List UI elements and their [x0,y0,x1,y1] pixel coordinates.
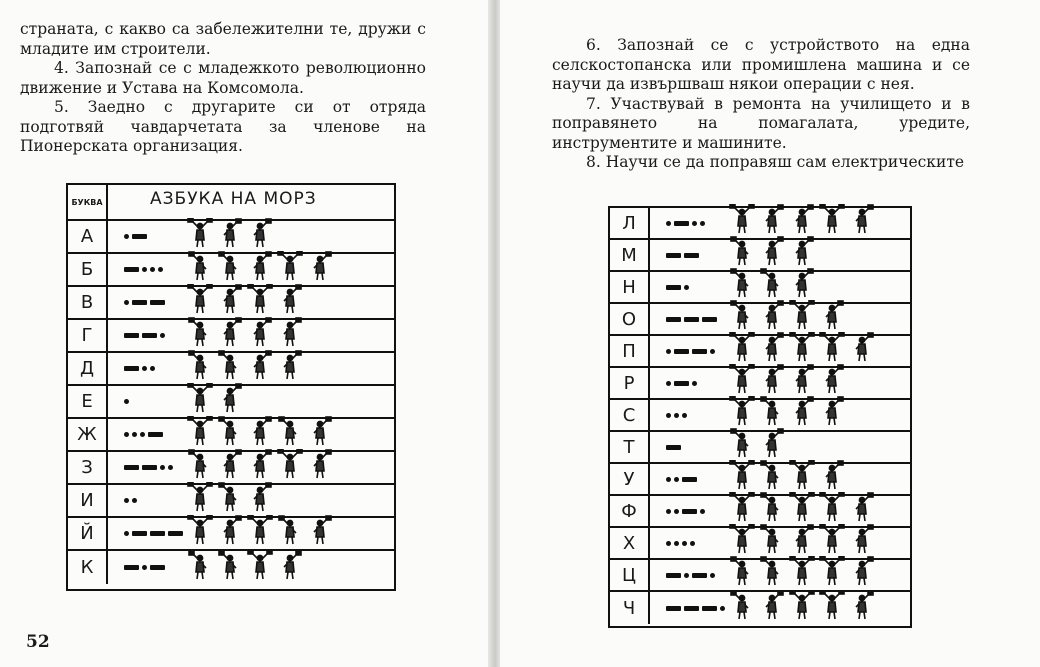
morse-dot [710,349,715,354]
morse-dash [148,432,163,437]
morse-dot [674,541,679,546]
letter-cell: У [610,464,650,494]
morse-dot [666,221,671,226]
flag-signaler-icon [246,550,274,584]
flag-signaler-icon [728,590,756,624]
signal-cell [108,452,394,483]
flag-signaler-icon [728,492,756,526]
table-row [68,485,394,518]
letter-cell: Д [68,353,108,384]
morse-code [650,317,728,322]
table-title: АЗБУКА НА МОРЗ [150,189,317,209]
morse-dot [142,366,147,371]
morse-code [108,300,186,305]
morse-code [108,267,186,272]
letter-cell: Н [610,272,650,302]
table-row [68,353,394,386]
morse-dash [124,267,139,272]
morse-dot [666,509,671,514]
semaphore-figures [186,221,274,252]
letter-cell: З [68,452,108,483]
morse-code [650,541,728,546]
table-row [68,287,394,320]
morse-dot [666,349,671,354]
signal-cell [108,287,394,318]
flag-signaler-icon [216,383,244,417]
flag-signaler-icon [246,284,274,318]
flag-signaler-icon [246,317,274,351]
flag-signaler-icon [728,396,756,430]
semaphore-figures [186,419,334,450]
flag-signaler-icon [246,251,274,285]
paragraph: 6. Запознай се с устройството на една селскостопанска или промишлена машина и се научи да извършваш някои операции с нея. [552,36,970,93]
flag-signaler-icon [788,204,816,238]
flag-signaler-icon [306,515,334,549]
morse-alphabet-table-left [66,183,396,591]
left-page-text [20,20,426,157]
flag-signaler-icon [758,524,786,558]
flag-signaler-icon [758,236,786,270]
flag-signaler-icon [246,350,274,384]
morse-dash [666,285,681,290]
signal-cell [108,551,394,584]
flag-signaler-icon [788,590,816,624]
morse-dash [150,565,165,570]
signal-cell [650,272,910,302]
flag-signaler-icon [186,383,214,417]
flag-signaler-icon [818,524,846,558]
morse-code [108,531,186,536]
morse-code [650,573,728,578]
letter-cell: Ц [610,560,650,590]
flag-signaler-icon [818,364,846,398]
flag-signaler-icon [818,396,846,430]
table-row [68,452,394,485]
signal-cell [650,432,910,462]
morse-dot [124,234,129,239]
morse-dash [666,445,681,450]
morse-code [108,333,186,338]
semaphore-figures [728,592,876,624]
flag-signaler-icon [758,590,786,624]
flag-signaler-icon [728,300,756,334]
signal-cell [650,528,910,558]
flag-signaler-icon [728,524,756,558]
morse-dot [124,432,129,437]
flag-signaler-icon [276,251,304,285]
semaphore-figures [186,287,304,318]
flag-signaler-icon [818,492,846,526]
table-row [68,320,394,353]
flag-signaler-icon [276,449,304,483]
morse-dot [666,477,671,482]
morse-code [108,399,186,404]
letter-cell: П [610,336,650,366]
morse-dot [710,573,715,578]
morse-dot [684,285,689,290]
letter-cell: В [68,287,108,318]
morse-dash [142,465,157,470]
morse-dash [684,317,699,322]
morse-code [108,565,186,570]
paragraph: 5. Заедно с другарите си от отряда подготвяй чавдарчетата за членове на Пионерската организация. [20,98,426,155]
flag-signaler-icon [306,416,334,450]
flag-signaler-icon [186,350,214,384]
morse-code [108,366,186,371]
morse-dash [674,381,689,386]
paragraph: 7. Участвувай в ремонта на училището и в поправянето на помагалата, уредите, инструментите и машините. [552,94,970,152]
flag-signaler-icon [276,515,304,549]
right-page [500,0,1040,667]
flag-signaler-icon [246,515,274,549]
flag-signaler-icon [848,556,876,590]
signal-cell [650,592,910,624]
flag-signaler-icon [186,449,214,483]
flag-signaler-icon [728,428,756,462]
flag-signaler-icon [818,300,846,334]
morse-dot [168,465,173,470]
flag-signaler-icon [246,482,274,516]
table-row [68,386,394,419]
semaphore-figures [728,432,786,462]
flag-signaler-icon [276,317,304,351]
flag-signaler-icon [788,524,816,558]
morse-dot [684,573,689,578]
morse-code [108,465,186,470]
morse-dot [674,413,679,418]
flag-signaler-icon [758,268,786,302]
signal-cell [108,254,394,285]
flag-signaler-icon [848,524,876,558]
morse-code [108,498,186,503]
letter-column-header: БУКВА [68,185,108,219]
flag-signaler-icon [758,364,786,398]
flag-signaler-icon [788,236,816,270]
morse-code [650,253,728,258]
flag-signaler-icon [788,460,816,494]
paragraph: 4. Запознай се с младежкото революционно движение и Устава на Комсомола. [20,59,426,97]
letter-cell: А [68,221,108,252]
table-row [68,518,394,551]
morse-dot [150,366,155,371]
letter-cell: О [610,304,650,334]
morse-dash [684,253,699,258]
signal-cell [108,320,394,351]
table-row [68,254,394,287]
flag-signaler-icon [758,556,786,590]
letter-cell: Г [68,320,108,351]
flag-signaler-icon [216,350,244,384]
flag-signaler-icon [276,550,304,584]
letter-cell: Л [610,208,650,238]
semaphore-figures [186,485,274,516]
morse-dot [124,399,129,404]
signal-cell [650,208,910,238]
signal-cell [650,400,910,430]
morse-dash [702,606,717,611]
semaphore-figures [186,320,304,351]
page-number: 52 [26,632,50,652]
table-row [610,560,910,592]
flag-signaler-icon [306,449,334,483]
flag-signaler-icon [788,492,816,526]
signal-cell [650,560,910,590]
morse-code [650,381,728,386]
flag-signaler-icon [848,204,876,238]
flag-signaler-icon [186,218,214,252]
flag-signaler-icon [246,449,274,483]
signal-cell [650,304,910,334]
morse-dash [682,509,697,514]
flag-signaler-icon [758,332,786,366]
flag-signaler-icon [186,416,214,450]
semaphore-figures [728,304,846,334]
morse-dash [124,366,139,371]
signal-cell [108,386,394,417]
flag-signaler-icon [186,284,214,318]
morse-code [650,285,728,290]
morse-dash [674,221,689,226]
table-header [68,185,394,221]
morse-dot [142,267,147,272]
flag-signaler-icon [788,332,816,366]
morse-dot [666,541,671,546]
morse-dot [700,509,705,514]
flag-signaler-icon [728,268,756,302]
morse-dash [132,531,147,536]
flag-signaler-icon [818,204,846,238]
paragraph: страната, с какво са забележителни те, дружи с младите им строители. [20,20,426,58]
morse-dot [682,413,687,418]
semaphore-figures [728,272,816,302]
flag-signaler-icon [728,236,756,270]
flag-signaler-icon [818,590,846,624]
letter-cell: С [610,400,650,430]
flag-signaler-icon [758,460,786,494]
flag-signaler-icon [818,556,846,590]
flag-signaler-icon [216,284,244,318]
morse-dash [150,531,165,536]
morse-dot [150,267,155,272]
table-row [68,419,394,452]
signal-cell [650,368,910,398]
morse-dot [666,381,671,386]
flag-signaler-icon [216,218,244,252]
flag-signaler-icon [758,492,786,526]
morse-dash [692,573,707,578]
semaphore-figures [728,496,876,526]
semaphore-figures [186,551,304,584]
morse-dot [700,221,705,226]
letter-cell: Й [68,518,108,549]
semaphore-figures [728,208,876,238]
flag-signaler-icon [216,416,244,450]
flag-signaler-icon [276,416,304,450]
semaphore-figures [728,400,846,430]
semaphore-figures [186,452,334,483]
morse-dot [674,477,679,482]
table-body [68,221,394,584]
morse-dash [684,606,699,611]
semaphore-figures [186,386,244,417]
morse-code [108,234,186,239]
flag-signaler-icon [788,364,816,398]
flag-signaler-icon [818,332,846,366]
flag-signaler-icon [186,317,214,351]
morse-dash [150,300,165,305]
morse-dot [666,413,671,418]
flag-signaler-icon [728,460,756,494]
semaphore-figures [728,240,816,270]
morse-dash [124,565,139,570]
flag-signaler-icon [306,251,334,285]
flag-signaler-icon [758,396,786,430]
semaphore-figures [728,528,876,558]
flag-signaler-icon [246,416,274,450]
morse-dot [124,531,129,536]
table-row [68,221,394,254]
flag-signaler-icon [728,556,756,590]
table-row [610,592,910,624]
flag-signaler-icon [728,332,756,366]
morse-dot [692,381,697,386]
table-row [68,551,394,584]
flag-signaler-icon [788,268,816,302]
flag-signaler-icon [818,460,846,494]
letter-cell: Ф [610,496,650,526]
flag-signaler-icon [788,396,816,430]
morse-dot [690,541,695,546]
signal-cell [108,353,394,384]
letter-cell: Ч [610,592,650,624]
morse-code [650,509,728,514]
morse-dot [124,498,129,503]
letter-cell: Б [68,254,108,285]
letter-cell: К [68,551,108,584]
morse-dot [692,221,697,226]
left-page [0,0,492,667]
morse-dash [682,477,697,482]
signal-cell [108,221,394,252]
flag-signaler-icon [848,332,876,366]
signal-cell [650,496,910,526]
morse-dash [666,253,681,258]
morse-dot [160,465,165,470]
signal-cell [108,419,394,450]
letter-cell: Т [610,432,650,462]
morse-code [650,349,728,354]
flag-signaler-icon [216,251,244,285]
semaphore-figures [728,560,876,590]
letter-cell: Р [610,368,650,398]
morse-dot [674,509,679,514]
morse-code [650,606,728,611]
morse-code [108,432,186,437]
morse-dot [160,333,165,338]
flag-signaler-icon [216,317,244,351]
signal-cell [650,240,910,270]
morse-dot [132,498,137,503]
flag-signaler-icon [728,204,756,238]
morse-dot [682,541,687,546]
morse-code [650,221,728,226]
letter-cell: Ж [68,419,108,450]
morse-dash [666,606,681,611]
flag-signaler-icon [788,556,816,590]
morse-dot [158,267,163,272]
signal-cell [650,464,910,494]
signal-cell [108,485,394,516]
flag-signaler-icon [728,364,756,398]
semaphore-figures [728,464,846,494]
morse-code [650,477,728,482]
morse-dash [132,300,147,305]
signal-cell [650,336,910,366]
morse-dash [168,531,183,536]
letter-cell: И [68,485,108,516]
flag-signaler-icon [246,218,274,252]
morse-dot [124,300,129,305]
morse-dash [132,234,147,239]
flag-signaler-icon [216,550,244,584]
morse-dash [674,349,689,354]
morse-dot [140,432,145,437]
flag-signaler-icon [216,449,244,483]
morse-dot [720,606,725,611]
morse-dash [124,333,139,338]
flag-signaler-icon [216,515,244,549]
right-page-text [552,36,970,173]
morse-dot [142,565,147,570]
flag-signaler-icon [758,428,786,462]
flag-signaler-icon [788,300,816,334]
paragraph: 8. Научи се да поправяш сам електрическите [586,153,965,171]
morse-code [650,445,728,450]
flag-signaler-icon [186,550,214,584]
flag-signaler-icon [276,350,304,384]
flag-signaler-icon [276,284,304,318]
table-body [610,208,910,624]
flag-signaler-icon [186,251,214,285]
letter-cell: Е [68,386,108,417]
flag-signaler-icon [216,482,244,516]
flag-signaler-icon [848,590,876,624]
semaphore-figures [728,336,876,366]
flag-signaler-icon [186,515,214,549]
morse-dash [666,317,681,322]
morse-dash [666,573,681,578]
letter-cell: Х [610,528,650,558]
morse-dash [124,465,139,470]
flag-signaler-icon [186,482,214,516]
morse-dash [142,333,157,338]
morse-dot [132,432,137,437]
letter-cell: М [610,240,650,270]
morse-dash [692,349,707,354]
semaphore-figures [728,368,846,398]
flag-signaler-icon [848,492,876,526]
semaphore-figures [186,353,304,384]
semaphore-figures [186,254,334,285]
flag-signaler-icon [758,204,786,238]
morse-dash [702,317,717,322]
semaphore-figures [186,518,334,549]
morse-code [650,413,728,418]
flag-signaler-icon [758,300,786,334]
morse-alphabet-table-right [608,206,912,628]
signal-cell [108,518,394,549]
